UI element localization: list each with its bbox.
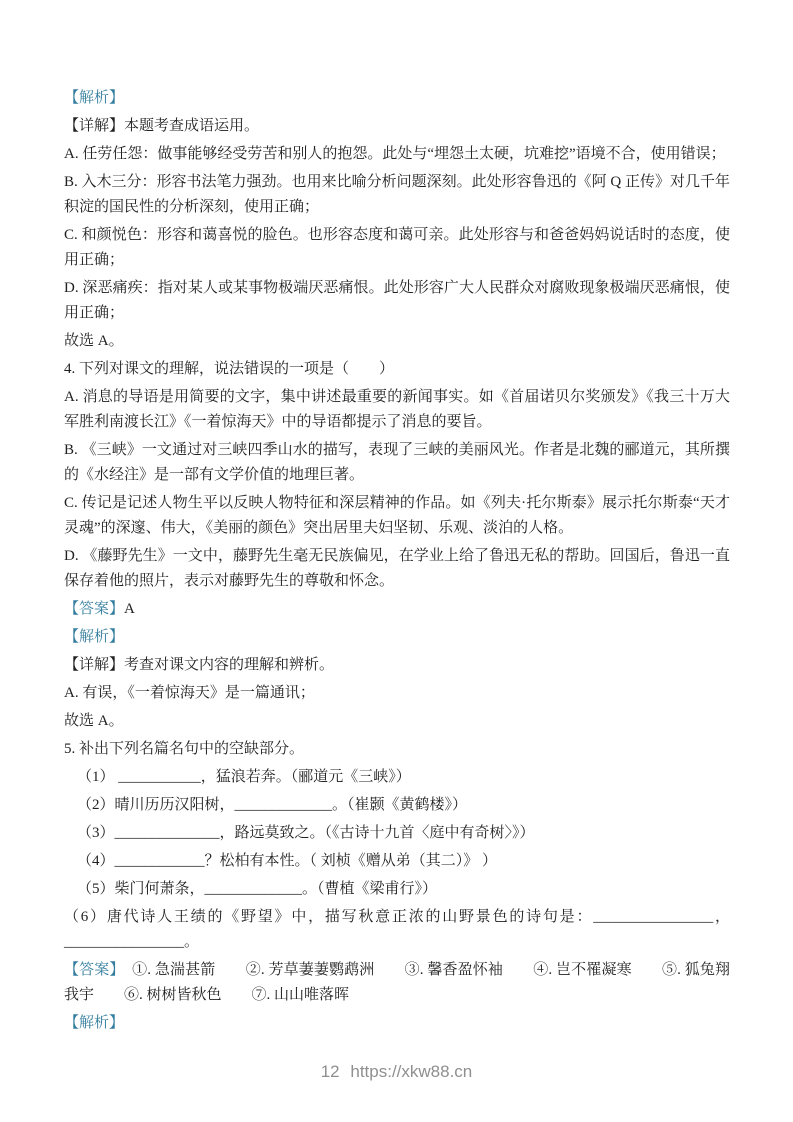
question-4-option-b: B. 《三峡》一文通过对三峡四季山水的描写，表现了三峡的美丽风光。作者是北魏的郦道元，其所撰的《水经注》是一部有文学价值的地理巨著。	[64, 442, 730, 483]
question-4-stem: 4. 下列对课文的理解，说法错误的一项是（ ）	[64, 361, 395, 377]
analysis-tag: 【解析】	[64, 90, 125, 106]
option-d-explanation-q3: D. 深恶痛疾：指对某人或某事物极端厌恶痛恨。此处形容广大人民群众对腐败现象极端厌恶痛恨，使用正确；	[64, 280, 730, 321]
question-4-option-a: A. 消息的导语是用简要的文字，集中讲述最重要的新闻事实。如《首届诺贝尔奖颁发》《我三十万大军胜利南渡长江》《一着惊海天》中的导语都提示了消息的要旨。	[64, 389, 730, 430]
question-5-blank-1: （1） ___________，猛浪若奔。（郦道元《三峡》）	[77, 769, 411, 785]
question-5-blank-6: （6）唐代诗人王绩的《野望》中，描写秋意正浓的山野景色的诗句是：________________，________________。	[64, 909, 730, 950]
analysis-label-q5	[64, 1011, 730, 1036]
exam-content	[64, 86, 730, 1039]
conclusion-q4: 故选 A。	[64, 713, 124, 729]
answer-tag: 【答案】	[64, 601, 125, 617]
analysis-tag: 【解析】	[64, 629, 125, 645]
page-footer	[0, 1062, 793, 1082]
page-number: 12	[320, 1062, 340, 1081]
question-5-stem: 5. 补出下列名篇名句中的空缺部分。	[64, 741, 305, 757]
question-5-blank-5: （5）柴门何萧条，_____________。（曹植《梁甫行》）	[77, 881, 438, 897]
option-a-explanation-q4: A. 有误，《一着惊海天》是一篇通讯；	[64, 685, 315, 701]
question-5-blank-4: （4）____________？松柏有本性。（ 刘桢《赠从弟（其二）》 ）	[77, 853, 498, 869]
footer-url: https://xkw88.cn	[350, 1062, 473, 1081]
analysis-tag: 【解析】	[64, 1015, 125, 1031]
option-b-explanation-q3: B. 入木三分：形容书法笔力强劲。也用来比喻分析问题深刻。此处形容鲁迅的《阿 Q 正传》对几千年积淀的国民性的分析深刻，使用正确；	[64, 174, 730, 215]
question-5-blank-2: （2）晴川历历汉阳树，_____________。（崔颢《黄鹤楼》）	[77, 797, 468, 813]
answer-q4: 【答案】A	[64, 601, 135, 617]
analysis-label-q4	[64, 625, 730, 650]
detail-intro-q3: 【详解】本题考查成语运用。	[64, 118, 260, 134]
question-4-option-c: C. 传记是记述人物生平以反映人物特征和深层精神的作品。如《列夫·托尔斯泰》展示托尔斯泰“天才灵魂”的深邃、伟大，《美丽的颜色》突出居里夫妇坚韧、乐观、淡泊的人格。	[64, 495, 730, 536]
answer-q5: 【答案】 ①. 急湍甚箭 ②. 芳草萋萋鹦鹉洲 ③. 馨香盈怀袖 ④. 岂不罹凝寒 ⑤. 狐兔翔我宇 ⑥. 树树皆秋色 ⑦. 山山唯落晖	[64, 962, 730, 1003]
detail-intro-q4: 【详解】考查对课文内容的理解和辨析。	[64, 657, 335, 673]
conclusion-q3: 故选 A。	[64, 333, 124, 349]
answer-tag: 【答案】	[64, 962, 118, 978]
option-c-explanation-q3: C. 和颜悦色：形容和蔼喜悦的脸色。也形容态度和蔼可亲。此处形容与和爸爸妈妈说话时的态度，使用正确；	[64, 227, 730, 268]
question-5-blank-3: （3）______________，路远莫致之。（《古诗十九首〈庭中有奇树〉》）	[77, 825, 535, 841]
option-a-explanation-q3: A. 任劳任怨：做事能够经受劳苦和别人的抱怨。此处与“埋怨土太硬，坑难挖”语境不合，使用错误；	[64, 146, 726, 162]
analysis-label-q3	[64, 86, 730, 111]
question-4-option-d: D. 《藤野先生》一文中，藤野先生毫无民族偏见，在学业上给了鲁迅无私的帮助。回国后，鲁迅一直保存着他的照片，表示对藤野先生的尊敬和怀念。	[64, 548, 730, 589]
